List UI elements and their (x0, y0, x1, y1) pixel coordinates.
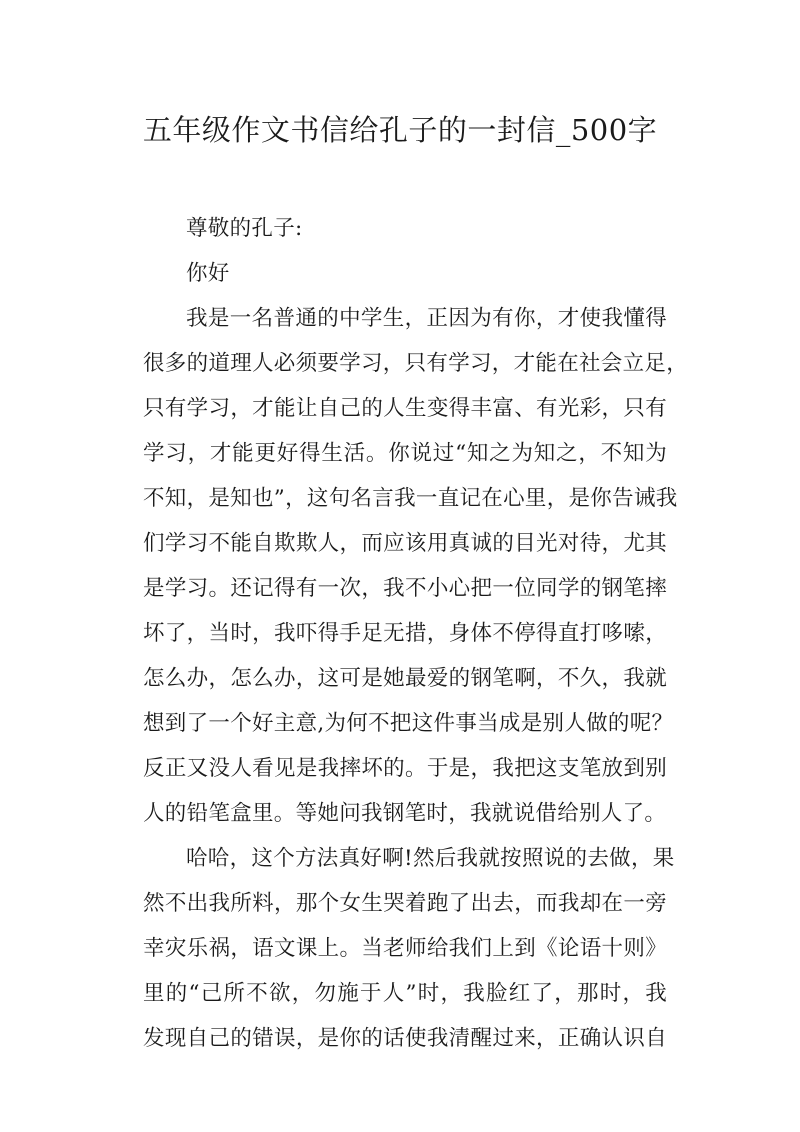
paragraph-line: 们学习不能自欺欺人，而应该用真诚的目光对待，尤其 (143, 531, 667, 556)
paragraph-line: 反正又没人看见是我摔坏的。于是，我把这支笔放到别 (143, 756, 667, 781)
paragraph-line: 很多的道理人必须要学习，只有学习，才能在社会立足， (143, 351, 689, 376)
letter-body (143, 206, 689, 1061)
paragraph-line: 不知，是知也”，这句名言我一直记在心里，是你告诫我 (143, 486, 678, 511)
paragraph-line: 只有学习，才能让自己的人生变得丰富、有光彩，只有 (143, 396, 667, 421)
paragraph-line: 发现自己的错误，是你的话使我清醒过来，正确认识自 (143, 1026, 667, 1051)
paragraph-line: 幸灾乐祸，语文课上。当老师给我们上到《论语十则》 (143, 936, 667, 961)
paragraph-line: 怎么办，怎么办，这可是她最爱的钢笔啊，不久，我就 (143, 666, 667, 691)
paragraph-line: 想到了一个好主意,为何不把这件事当成是别人做的呢？ (143, 711, 674, 736)
greeting: 你好 (186, 261, 230, 286)
paragraph-line: 是学习。还记得有一次，我不小心把一位同学的钢笔摔 (143, 576, 667, 601)
paragraph-line: 坏了，当时，我吓得手足无措，身体不停得直打哆嗦， (143, 621, 667, 646)
paragraph-line: 然不出我所料，那个女生哭着跑了出去，而我却在一旁 (143, 891, 667, 916)
salutation: 尊敬的孔子: (186, 216, 303, 241)
document-title: 五年级作文书信给孔子的一封信_500字 (142, 113, 658, 147)
paragraph-line: 我是一名普通的中学生，正因为有你，才使我懂得 (186, 306, 667, 331)
paragraph-line: 人的铅笔盒里。等她问我钢笔时，我就说借给别人了。 (143, 801, 667, 826)
paragraph-line: 学习，才能更好得生活。你说过“知之为知之，不知为 (143, 441, 667, 466)
paragraph-line: 哈哈，这个方法真好啊!然后我就按照说的去做，果 (186, 846, 675, 871)
paragraph-line: 里的“己所不欲，勿施于人”时，我脸红了，那时，我 (143, 981, 667, 1006)
